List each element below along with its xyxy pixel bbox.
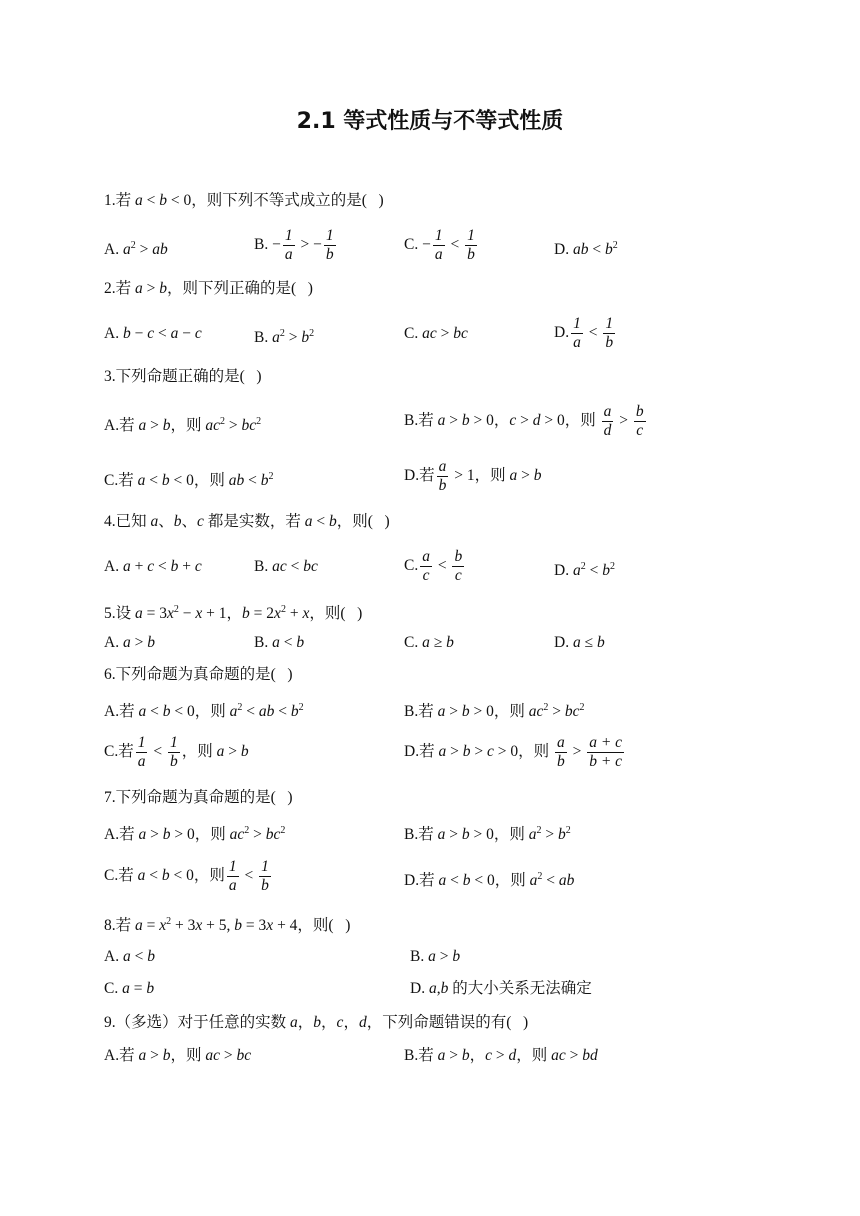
q1-option-c: C. − $\frac{1}{a}$ < $\frac{1}{b}$ <box>404 227 475 263</box>
q8-option-c: C. a = b <box>104 980 155 997</box>
q9-option-b: B.若 a > b，c > d，则 ac > bd <box>404 1047 598 1064</box>
question-2-stem: 2.若 a > b，则下列正确的是( ) <box>104 280 313 297</box>
q6-option-c: C.若 $\frac{1}{a}$ < $\frac{1}{b}$ ，则 a > b <box>104 734 249 770</box>
q7-option-c: C.若 a < b < 0，则 $\frac{1}{a}$ < $\frac{1}{b}$ <box>104 858 269 894</box>
q8-option-b: B. a > b <box>410 948 461 965</box>
question-1-stem: 1.若 a < b < 0，则下列不等式成立的是( ) <box>104 192 384 209</box>
q6-option-b: B.若 a > b > 0，则 $ac^2 > bc^2$ <box>404 702 585 721</box>
q5-option-c: C. a ≥ b <box>404 634 454 651</box>
q2-option-d: D. $\frac{1}{a}$ < $\frac{1}{b}$ <box>554 315 614 351</box>
q4-option-d: D. $a^2 < b^2$ <box>554 561 615 580</box>
page-title: 2.1 等式性质与不等式性质 <box>296 109 564 134</box>
q3-option-d: D.若 $\frac{a}{b}$ > 1，则 a > b <box>404 458 542 494</box>
q4-option-c: C. $\frac{a}{c}$ < $\frac{b}{c}$ <box>404 548 463 584</box>
question-7-stem: 7.下列命题为真命题的是( ) <box>104 789 293 806</box>
question-4-stem: 4.已知 a、b、c 都是实数，若 a < b，则( ) <box>104 513 390 530</box>
q7-option-a: A.若 a > b > 0，则 $ac^2 > bc^2$ <box>104 825 286 844</box>
q4-option-a: A. a + c < b + c <box>104 558 202 575</box>
question-9-stem: 9.（多选）对于任意的实数 a，b，c，d，下列命题错误的有( ) <box>104 1014 529 1031</box>
q2-option-c: C. ac > bc <box>404 325 468 342</box>
q5-option-d: D. a ≤ b <box>554 634 605 651</box>
q1-option-b: B. − $\frac{1}{a}$ > − $\frac{1}{b}$ <box>254 227 334 263</box>
q9-option-a: A.若 a > b，则 ac > bc <box>104 1047 252 1064</box>
q6-option-d: D.若 a > b > c > 0，则 $\frac{a}{b}$ > $\frac{a + c}{b + c}$ <box>404 734 623 770</box>
q6-option-a: A.若 a < b < 0，则 $a^2$ < ab < $b^2$ <box>104 702 304 721</box>
q4-option-b: B. ac < bc <box>254 558 318 575</box>
q1-option-d: D. ab < $b^2$ <box>554 240 618 259</box>
q3-option-a: A.若 a > b，则 $ac^2 > bc^2$ <box>104 416 262 435</box>
question-5-stem: 5.设 $a = 3x^2 - x + 1$，$b = 2x^2 + x$，则( ) <box>104 604 363 623</box>
q1-option-a: A. $a^2$ > ab <box>104 240 168 259</box>
q2-option-a: A. b − c < a − c <box>104 325 202 342</box>
q5-option-a: A. a > b <box>104 634 155 651</box>
question-6-stem: 6.下列命题为真命题的是( ) <box>104 666 293 683</box>
question-3-stem: 3.下列命题正确的是( ) <box>104 368 262 385</box>
q3-option-b: B.若 a > b > 0，c > d > 0，则 $\frac{a}{d}$ > $\frac{b}{c}$ <box>404 403 644 439</box>
q7-option-b: B.若 a > b > 0，则 $a^2 > b^2$ <box>404 825 571 844</box>
q2-option-b: B. $a^2 > b^2$ <box>254 328 315 347</box>
q8-option-a: A. a < b <box>104 948 155 965</box>
q5-option-b: B. a < b <box>254 634 305 651</box>
q7-option-d: D.若 a < b < 0，则 $a^2$ < ab <box>404 871 575 890</box>
q8-option-d: D. a,b 的大小关系无法确定 <box>410 980 592 997</box>
q3-option-c: C.若 a < b < 0，则 ab < $b^2$ <box>104 471 274 490</box>
question-8-stem: 8.若 $a = x^2 + 3x + 5$, b = 3x + 4，则( ) <box>104 916 351 935</box>
